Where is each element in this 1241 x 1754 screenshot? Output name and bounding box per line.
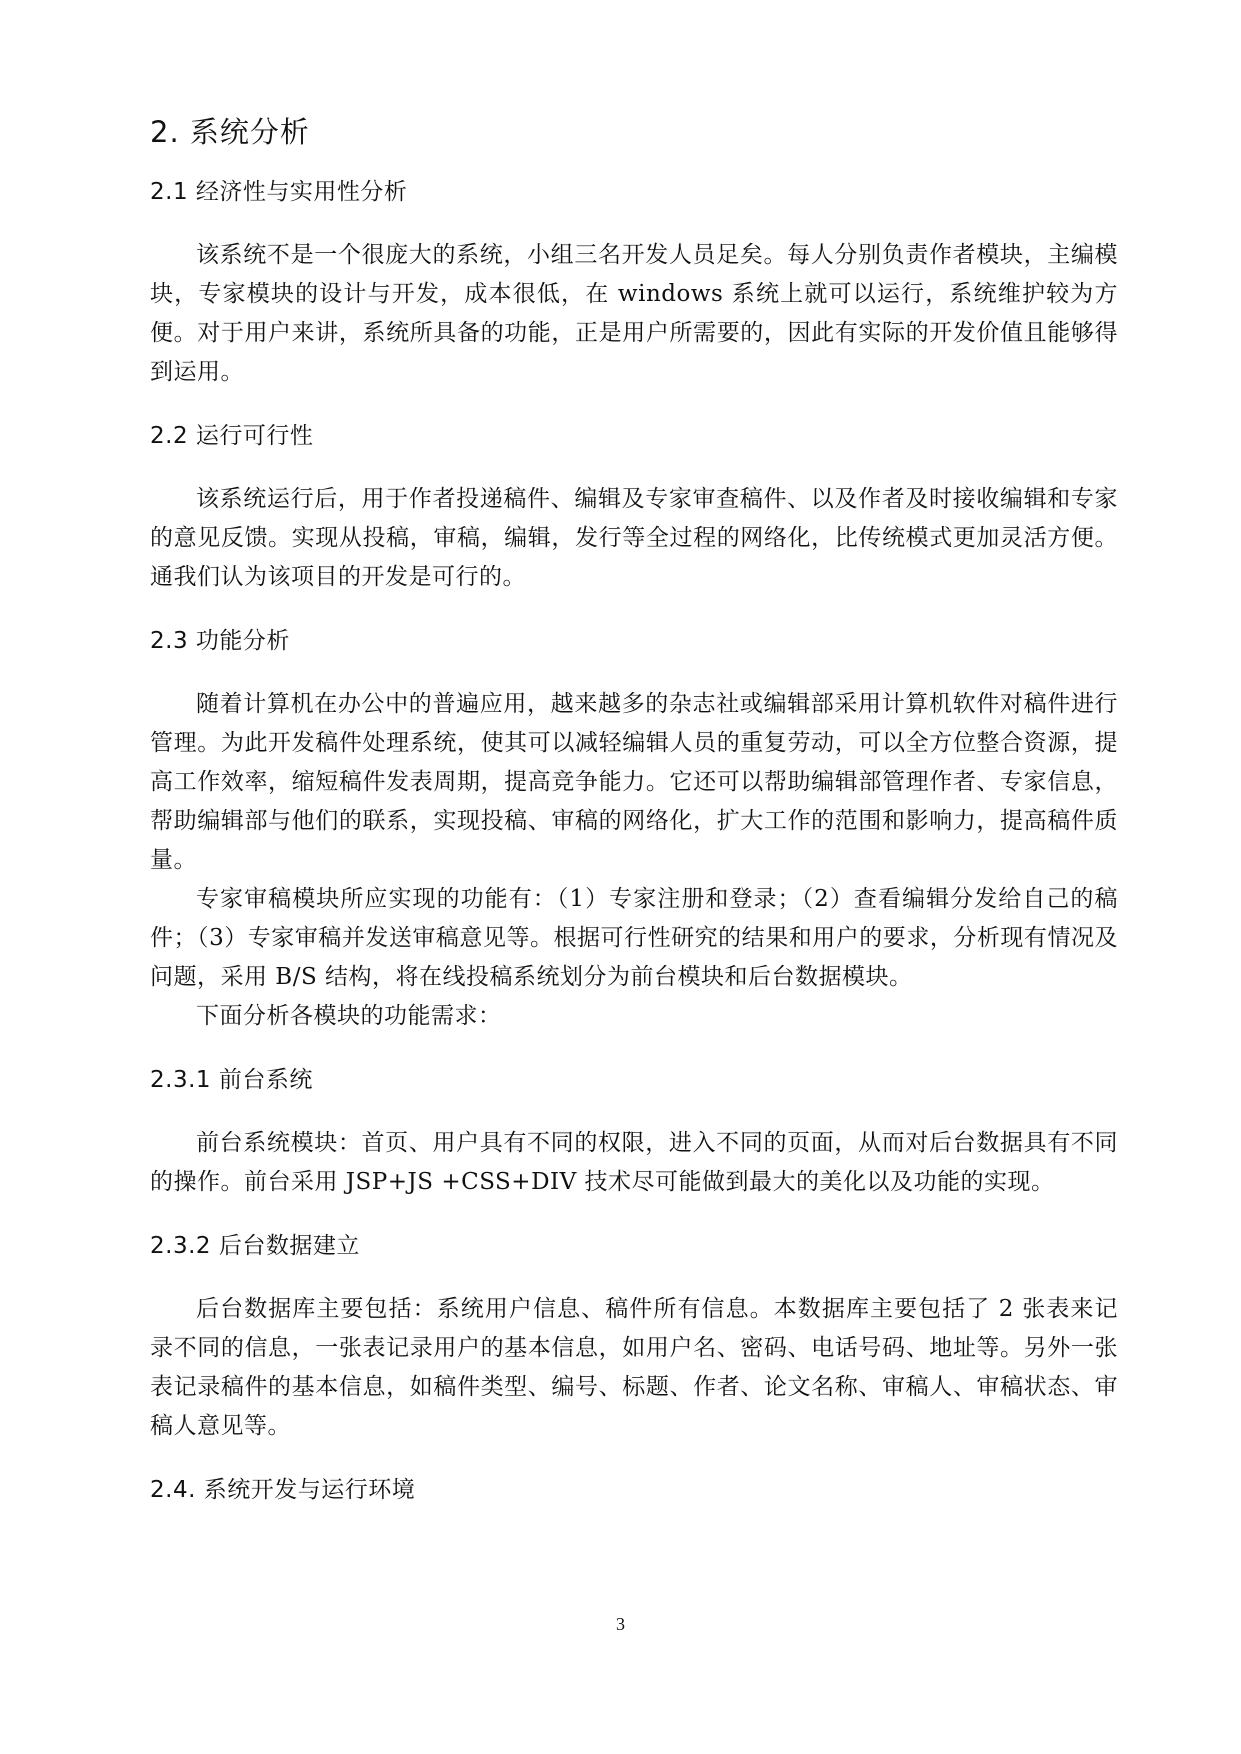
section-gap (150, 597, 1118, 625)
section-heading-2-3: 2.3 功能分析 (150, 628, 290, 654)
section-heading-2-3-2: 2.3.2 后台数据建立 (150, 1233, 360, 1259)
section-heading-2-1: 2.1 经济性与实用性分析 (150, 179, 408, 205)
section-heading-2-3-1: 2.3.1 前台系统 (150, 1067, 313, 1093)
section-gap (150, 1036, 1118, 1064)
paragraph-2-3-2-content: 后台数据库主要包括：系统用户信息、稿件所有信息。本数据库主要包括了 2 张表来记录不同的信息，一张表记录用户的基本信息，如用户名、密码、电话号码、地址等。另外一张表记录稿件的基本信息，如稿件类型、编号、标题、作者、论文名称、审稿人、审稿状态、审稿人意见等。 (150, 1296, 1118, 1439)
paragraph-2-1: 该系统不是一个很庞大的系统，小组三名开发人员足矣。每人分别负责作者模块，主编模块，专家模块的设计与开发，成本很低，在 windows 系统上就可以运行，系统维护较为方便。对于用户来讲，系统所具备的功能，正是用户所需要的，因此有实际的开发价值且能够得到运用。 (150, 242, 1118, 385)
paragraph-2-3-2: 专家审稿模块所应实现的功能有：（1）专家注册和登录；（2）查看编辑分发给自己的稿件；（3）专家审稿并发送审稿意见等。根据可行性研究的结果和用户的要求，分析现有情况及问题，采用 B/S 结构，将在线投稿系统划分为前台模块和后台数据模块。 (150, 886, 1118, 990)
section-gap (150, 392, 1118, 420)
document-page (150, 112, 1118, 1534)
section-heading-2-2: 2.2 运行可行性 (150, 423, 314, 449)
paragraph-2-3-1-content: 前台系统模块：首页、用户具有不同的权限，进入不同的页面，从而对后台数据具有不同的操作。前台采用 JSP+JS +CSS+DIV 技术尽可能做到最大的美化以及功能的实现。 (150, 1130, 1118, 1195)
paragraph-2-2: 该系统运行后，用于作者投递稿件、编辑及专家审查稿件、以及作者及时接收编辑和专家的意见反馈。实现从投稿，审稿，编辑，发行等全过程的网络化，比传统模式更加灵活方便。通我们认为该项目的开发是可行的。 (150, 486, 1118, 590)
section-heading-2-4: 2.4. 系统开发与运行环境 (150, 1477, 416, 1503)
page-number: 3 (616, 1614, 625, 1634)
section-gap (150, 1446, 1118, 1474)
section-gap (150, 1202, 1118, 1230)
paragraph-2-3-3: 下面分析各模块的功能需求： (196, 1003, 502, 1029)
paragraph-2-3-1: 随着计算机在办公中的普遍应用，越来越多的杂志社或编辑部采用计算机软件对稿件进行管理。为此开发稿件处理系统，使其可以减轻编辑人员的重复劳动，可以全方位整合资源，提高工作效率，缩短稿件发表周期，提高竞争能力。它还可以帮助编辑部管理作者、专家信息，帮助编辑部与他们的联系，实现投稿、审稿的网络化，扩大工作的范围和影响力，提高稿件质量。 (150, 691, 1118, 873)
chapter-title: 2. 系统分析 (150, 115, 310, 149)
